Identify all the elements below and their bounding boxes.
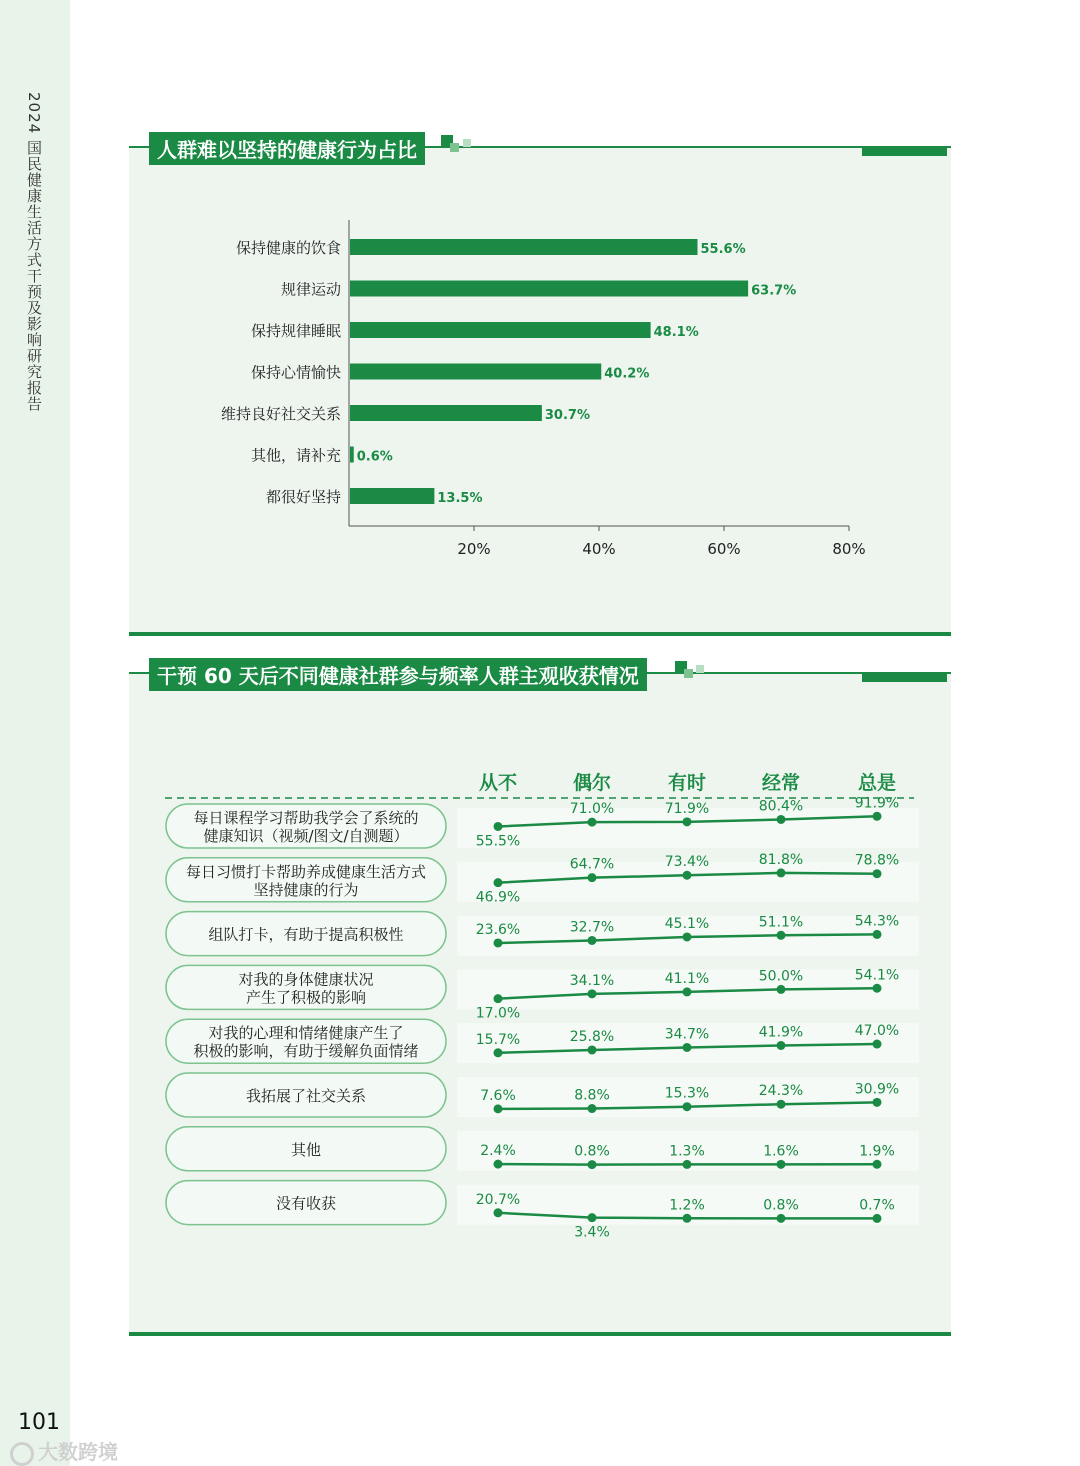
- data-point: [588, 1045, 597, 1054]
- data-point: [494, 1160, 503, 1169]
- bar-category-label: 保持心情愉快: [250, 363, 341, 382]
- data-point: [494, 878, 503, 887]
- bar-value-label: 63.7%: [751, 283, 797, 299]
- data-label: 41.9%: [758, 1024, 804, 1041]
- data-point: [777, 931, 786, 940]
- data-point: [777, 868, 786, 877]
- data-label: 15.7%: [475, 1031, 521, 1048]
- data-point: [683, 987, 692, 996]
- column-header: 有时: [667, 772, 707, 794]
- bar: [350, 239, 698, 255]
- bar-category-label: 都很好坚持: [265, 488, 341, 506]
- bar-category-label: 规律运动: [280, 280, 341, 299]
- x-tick-label: 20%: [457, 540, 491, 558]
- data-point: [683, 1160, 692, 1169]
- column-header: 经常: [761, 772, 801, 794]
- data-label: 1.3%: [669, 1143, 705, 1160]
- data-label: 25.8%: [569, 1028, 615, 1045]
- data-point: [777, 1100, 786, 1109]
- data-label: 54.3%: [854, 913, 900, 930]
- data-label: 73.4%: [664, 854, 710, 871]
- data-point: [873, 984, 882, 993]
- bar-value-label: 13.5%: [437, 491, 483, 506]
- data-point: [494, 822, 503, 831]
- bar-value-label: 48.1%: [653, 325, 699, 340]
- data-point: [683, 932, 692, 941]
- data-label: 7.6%: [480, 1087, 516, 1104]
- data-point: [873, 1040, 882, 1049]
- data-point: [683, 1102, 692, 1111]
- data-point: [873, 1160, 882, 1169]
- row-label-text: 组队打卡，有助于提高积极性: [208, 925, 404, 944]
- bar-category-label: 其他，请补充: [250, 446, 341, 465]
- data-label: 91.9%: [854, 795, 900, 812]
- data-point: [494, 1208, 503, 1217]
- data-label: 34.7%: [664, 1026, 710, 1043]
- data-point: [777, 1041, 786, 1050]
- watermark: [10, 1436, 118, 1466]
- row-label-text: 没有收获: [275, 1194, 337, 1213]
- row-label-text: 积极的影响，有助于缓解负面情绪: [193, 1042, 419, 1061]
- data-point: [588, 936, 597, 945]
- data-label: 20.7%: [475, 1191, 521, 1208]
- data-label: 47.0%: [854, 1023, 900, 1040]
- data-label: 32.7%: [569, 919, 615, 936]
- x-tick-label: 60%: [707, 540, 741, 558]
- data-label: 64.7%: [569, 856, 615, 873]
- page-number: 101: [18, 1410, 60, 1435]
- data-point: [683, 817, 692, 826]
- row-label-text: 其他: [290, 1140, 322, 1159]
- column-header: 从不: [478, 772, 518, 794]
- row-label-text: 每日习惯打卡帮助养成健康生活方式: [185, 862, 427, 881]
- data-label: 8.8%: [574, 1087, 610, 1104]
- data-label: 0.8%: [763, 1197, 799, 1214]
- data-label: 1.6%: [763, 1143, 799, 1160]
- row-label-text: 健康知识（视频/图文/自测题）: [203, 827, 409, 845]
- column-header: 偶尔: [572, 772, 612, 794]
- data-point: [873, 812, 882, 821]
- data-point: [588, 1104, 597, 1113]
- data-point: [494, 994, 503, 1003]
- bar-category-label: 维持良好社交关系: [220, 405, 341, 423]
- bar-category-label: 保持健康的饮食: [235, 239, 341, 257]
- x-tick-label: 40%: [582, 540, 616, 558]
- data-label: 50.0%: [758, 968, 804, 985]
- data-point: [683, 1043, 692, 1052]
- data-point: [494, 1104, 503, 1113]
- bar-chart-title: 人群难以坚持的健康行为占比: [149, 132, 425, 165]
- line-chart-panel: [129, 664, 951, 1336]
- data-label: 17.0%: [475, 1005, 521, 1022]
- bar-value-label: 30.7%: [544, 408, 590, 423]
- data-point: [873, 869, 882, 878]
- row-label-text: 每日课程学习帮助我学会了系统的: [193, 809, 419, 827]
- data-point: [588, 873, 597, 882]
- bar: [350, 281, 748, 297]
- data-point: [588, 818, 597, 827]
- data-point: [588, 989, 597, 998]
- data-label: 51.1%: [758, 914, 804, 931]
- watermark-logo-icon: [10, 1442, 34, 1466]
- bar: [350, 447, 354, 463]
- data-label: 46.9%: [475, 889, 521, 906]
- data-label: 3.4%: [574, 1224, 610, 1241]
- data-label: 23.6%: [475, 921, 521, 938]
- bar: [350, 322, 651, 338]
- data-label: 71.9%: [664, 800, 710, 817]
- data-label: 2.4%: [480, 1143, 516, 1160]
- data-label: 1.9%: [859, 1143, 895, 1160]
- bar-value-label: 55.6%: [700, 242, 746, 257]
- data-label: 24.3%: [758, 1083, 804, 1100]
- data-label: 0.8%: [574, 1143, 610, 1160]
- data-point: [683, 1214, 692, 1223]
- data-point: [777, 1160, 786, 1169]
- data-point: [777, 1214, 786, 1223]
- bar-value-label: 0.6%: [356, 449, 393, 465]
- bar-chart-panel: [129, 138, 951, 636]
- line-chart-title: 干预 60 天后不同健康社群参与频率人群主观收获情况: [149, 658, 647, 691]
- data-point: [873, 1098, 882, 1107]
- data-label: 15.3%: [664, 1085, 710, 1102]
- data-point: [777, 985, 786, 994]
- data-label: 55.5%: [475, 833, 521, 850]
- data-label: 30.9%: [854, 1081, 900, 1098]
- bar-value-label: 40.2%: [604, 366, 650, 382]
- bar: [350, 405, 542, 421]
- data-label: 78.8%: [854, 852, 900, 869]
- row-label-text: 坚持健康的行为: [253, 880, 359, 899]
- bar: [350, 488, 434, 504]
- data-label: 81.8%: [758, 851, 804, 868]
- report-title-vertical: 2024 国民健康生活方式干预及影响研究报告: [25, 92, 43, 412]
- data-label: 45.1%: [664, 915, 710, 932]
- data-point: [777, 815, 786, 824]
- data-label: 80.4%: [758, 798, 804, 815]
- data-point: [494, 938, 503, 947]
- bar: [350, 364, 601, 380]
- data-point: [588, 1160, 597, 1169]
- bar-category-label: 保持规律睡眠: [250, 322, 341, 340]
- data-point: [873, 930, 882, 939]
- data-label: 0.7%: [859, 1197, 895, 1214]
- bar-chart: [129, 146, 951, 626]
- data-point: [873, 1214, 882, 1223]
- column-header: 总是: [857, 772, 897, 794]
- watermark-text: 大数跨境: [38, 1440, 118, 1464]
- data-point: [683, 871, 692, 880]
- data-label: 71.0%: [569, 801, 615, 818]
- data-label: 41.1%: [664, 970, 710, 987]
- data-label: 34.1%: [569, 972, 615, 989]
- data-point: [494, 1048, 503, 1057]
- row-label-text: 对我的心理和情绪健康产生了: [208, 1024, 404, 1043]
- row-label-text: 我拓展了社交关系: [245, 1087, 367, 1105]
- line-chart: [129, 672, 951, 1322]
- row-label-text: 产生了积极的影响: [245, 988, 367, 1007]
- x-tick-label: 80%: [832, 540, 866, 558]
- data-label: 1.2%: [669, 1197, 705, 1214]
- data-label: 54.1%: [854, 967, 900, 984]
- row-label-text: 对我的身体健康状况: [238, 970, 374, 989]
- data-point: [588, 1213, 597, 1222]
